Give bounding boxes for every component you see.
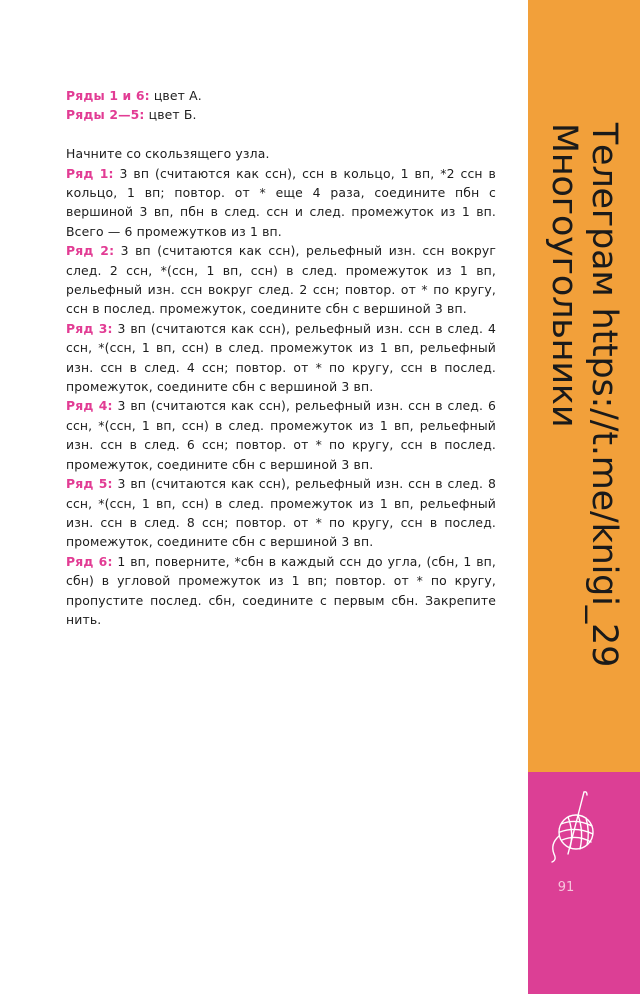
row-text: 1 вп, поверните, *сбн в каждый ссн до угла, (сбн, 1 вп, сбн) в угловой промежуток из 1 вп; повтор. от * по кругу, пропустите послед. сбн, соедините с первым сбн. Закрепите нить. <box>66 553 496 627</box>
rows-color-text: цвет А. <box>149 88 202 103</box>
color-line-rows-1-6 <box>66 86 496 105</box>
row-text: 3 вп (считаются как ссн), рельефный изн. ссн в след. 6 ссн, *(ссн, 1 вп, ссн) в след. промежуток из 1 вп, рельефный изн. ссн в след. 6 ссн; повтор. от * по кругу, ссн в послед. промежуток, соедините сбн с вершиной 3 вп. <box>66 398 497 472</box>
page-number: 91 <box>557 880 575 895</box>
row-instruction <box>66 319 496 397</box>
row-instruction <box>66 396 496 474</box>
telegram-watermark: Телеграм https://t.me/knigi_29 <box>584 122 624 668</box>
section-title: Многоугольники <box>544 122 584 428</box>
row-instruction <box>66 552 496 630</box>
row-text: 3 вп (считаются как ссн), рельефный изн. ссн вокруг след. 2 ссн, *(ссн, 1 вп, ссн) в след. промежуток из 1 вп, рельефный изн. ссн вокруг след. 2 ссн; повтор. от * по кругу, ссн в послед. промежуток, соедините сбн с вершиной 3 вп. <box>66 243 496 317</box>
row-label: Ряд 5: <box>66 476 113 492</box>
row-instruction <box>66 241 496 319</box>
color-line-rows-2-5 <box>66 105 496 124</box>
row-text: 3 вп (считаются как ссн), рельефный изн. ссн в след. 4 ссн, *(ссн, 1 вп, ссн) в след. промежуток из 1 вп, рельефный изн. ссн в след. 4 ссн; повтор. от * по кругу, ссн в послед. промежуток, соедините сбн с вершиной 3 вп. <box>66 320 497 395</box>
row-instruction <box>66 164 496 242</box>
row-label: Ряд 2: <box>66 243 115 259</box>
row-text: 3 вп (считаются как ссн), ссн в кольцо, 1 вп, *2 ссн в кольцо, 1 вп; повтор. от * еще 4 раза, соедините пбн с вершиной 3 вп, пбн в след. ссн и след. промежуток из 1 вп. Всего — 6 промежутков из 1 вп. <box>66 165 496 239</box>
rows-color-text: цвет Б. <box>144 107 197 123</box>
rows-label: Ряды 1 и 6: <box>66 88 150 103</box>
pattern-instructions <box>66 86 496 629</box>
row-label: Ряд 6: <box>66 553 113 569</box>
intro-line: Начните со скользящего узла. <box>66 146 270 162</box>
row-instruction <box>66 474 496 552</box>
row-text: 3 вп (считаются как ссн), рельефный изн. ссн в след. 8 ссн, *(ссн, 1 вп, ссн) в след. промежуток из 1 вп, рельефный изн. ссн в след. 8 ссн; повтор. от * по кругу, ссн в послед. промежуток, соедините сбн с вершиной 3 вп. <box>66 476 497 550</box>
row-label: Ряд 3: <box>66 320 113 336</box>
rows-label: Ряды 2—5: <box>66 107 145 123</box>
row-label: Ряд 4: <box>66 398 113 414</box>
spacer <box>66 125 496 144</box>
row-label: Ряд 1: <box>66 165 114 181</box>
yarn-ball-hook-icon <box>540 788 616 864</box>
